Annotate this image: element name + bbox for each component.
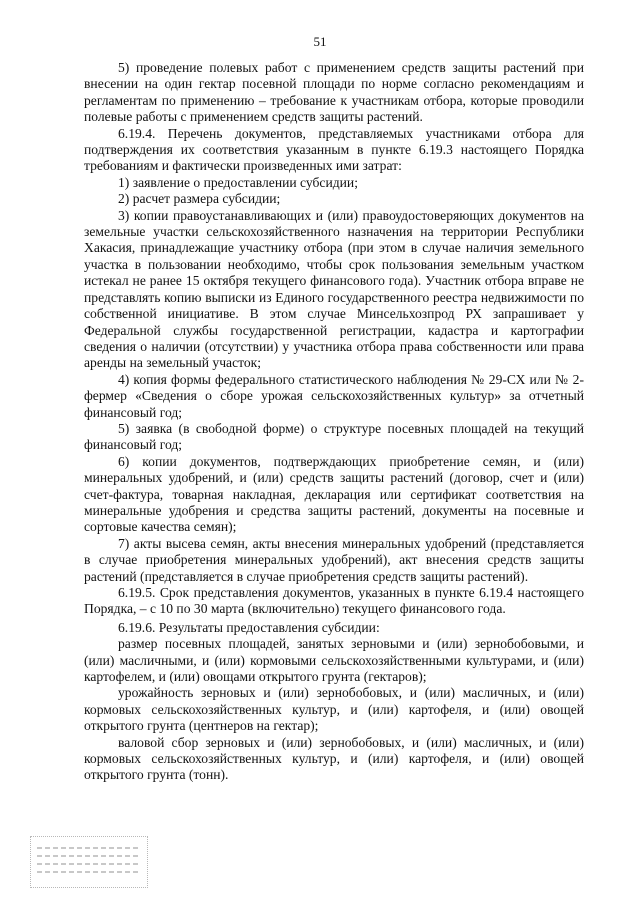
result-yield: урожайность зерновых и (или) зернобобовых, и (или) масличных, и (или) кормовых сельскохозяйственных культур, и (или) картофеля, и (или) овощей открытого грунта (центнеров на гектар); [84,685,584,734]
list-item-sowing-request: 5) заявка (в свободной форме) о структуре посевных площадей на текущий финансовый год; [84,420,584,453]
result-sown-area: размер посевных площадей, занятых зерновыми и (или) зернобобовыми, и (или) масличными, и (или) кормовыми сельскохозяйственными культурами, и (или) картофелем, и (или) овощами открытого грунта (гектаров); [84,636,584,685]
stamp-line [37,847,141,849]
page-number: 51 [313,34,327,49]
stamp-line [37,863,141,865]
paragraph-6-19-6: 6.19.6. Результаты предоставления субсидии: [118,619,380,635]
list-item-land-documents: 3) копии правоустанавливающих и (или) правоудостоверяющих документов на земельные участки сельскохозяйственного назначения на территории Республики Хакасия, принадлежащие участнику отбора (при этом в случае наличия земельного участка в пользовании необходимо, чтобы срок пользования земельным участком истекал не ранее 15 октября текущего финансового года). Участник отбора вправе не представлять копию выписки из Единого государственного реестра недвижимости по собственной инициативе. В этом случае Минсельхозпрод РХ запрашивает у Федеральной службы государственной регистрации, кадастра и картографии сведения о наличии (отсутствии) у участника отбора права собственности или права аренды на земельный участок; [84,207,584,371]
stamp-line [37,855,141,857]
list-item-purchase-documents: 6) копии документов, подтверждающих приобретение семян, и (или) минеральных удобрений, и (или) средств защиты растений (договор, счет и (или) счет-фактура, товарная накладная, декларация или сертификат соответствия на минеральные удобрения и средства защиты растений, документы на посевные и сортовые качества семян); [84,453,584,535]
result-gross-harvest: валовой сбор зерновых и (или) зернобобовых, и (или) масличных, и (или) кормовых сельскохозяйственных культур, и (или) картофеля, и (или) овощей открытого грунта (тонн). [84,734,584,783]
stamp-line [37,871,141,873]
document-body [84,60,584,784]
faded-stamp [30,836,148,888]
paragraph-fieldwork-requirement: 5) проведение полевых работ с применением средств защиты растений при внесении на один гектар посевной площади по норме согласно рекомендациям и регламентам по применению – требование к участникам отбора, которые проводили полевые работы с применением средств защиты растений. [84,60,584,125]
list-item-statistics-form: 4) копия формы федерального статистического наблюдения № 29-СХ или № 2-фермер «Сведения о сборе урожая сельскохозяйственных культур» за отчетный финансовый год; [84,371,584,420]
paragraph-6-19-4: 6.19.4. Перечень документов, представляемых участниками отбора для подтверждения их соответствия указанным в пункте 6.19.3 настоящего Порядка требованиям и фактически произведенных ими затрат: [84,125,584,174]
list-item-application: 1) заявление о предоставлении субсидии; [118,174,358,190]
paragraph-6-19-5: 6.19.5. Срок представления документов, указанных в пункте 6.19.4 настоящего Порядка, – с 10 по 30 марта (включительно) текущего финансового года. [84,585,584,617]
list-item-calculation: 2) расчет размера субсидии; [118,191,281,207]
list-item-sowing-acts: 7) акты высева семян, акты внесения минеральных удобрений (представляется в случае приобретения минеральных удобрений), акт внесения средств защиты растений (представляется в случае приобретения средств защиты растений). [84,535,584,584]
